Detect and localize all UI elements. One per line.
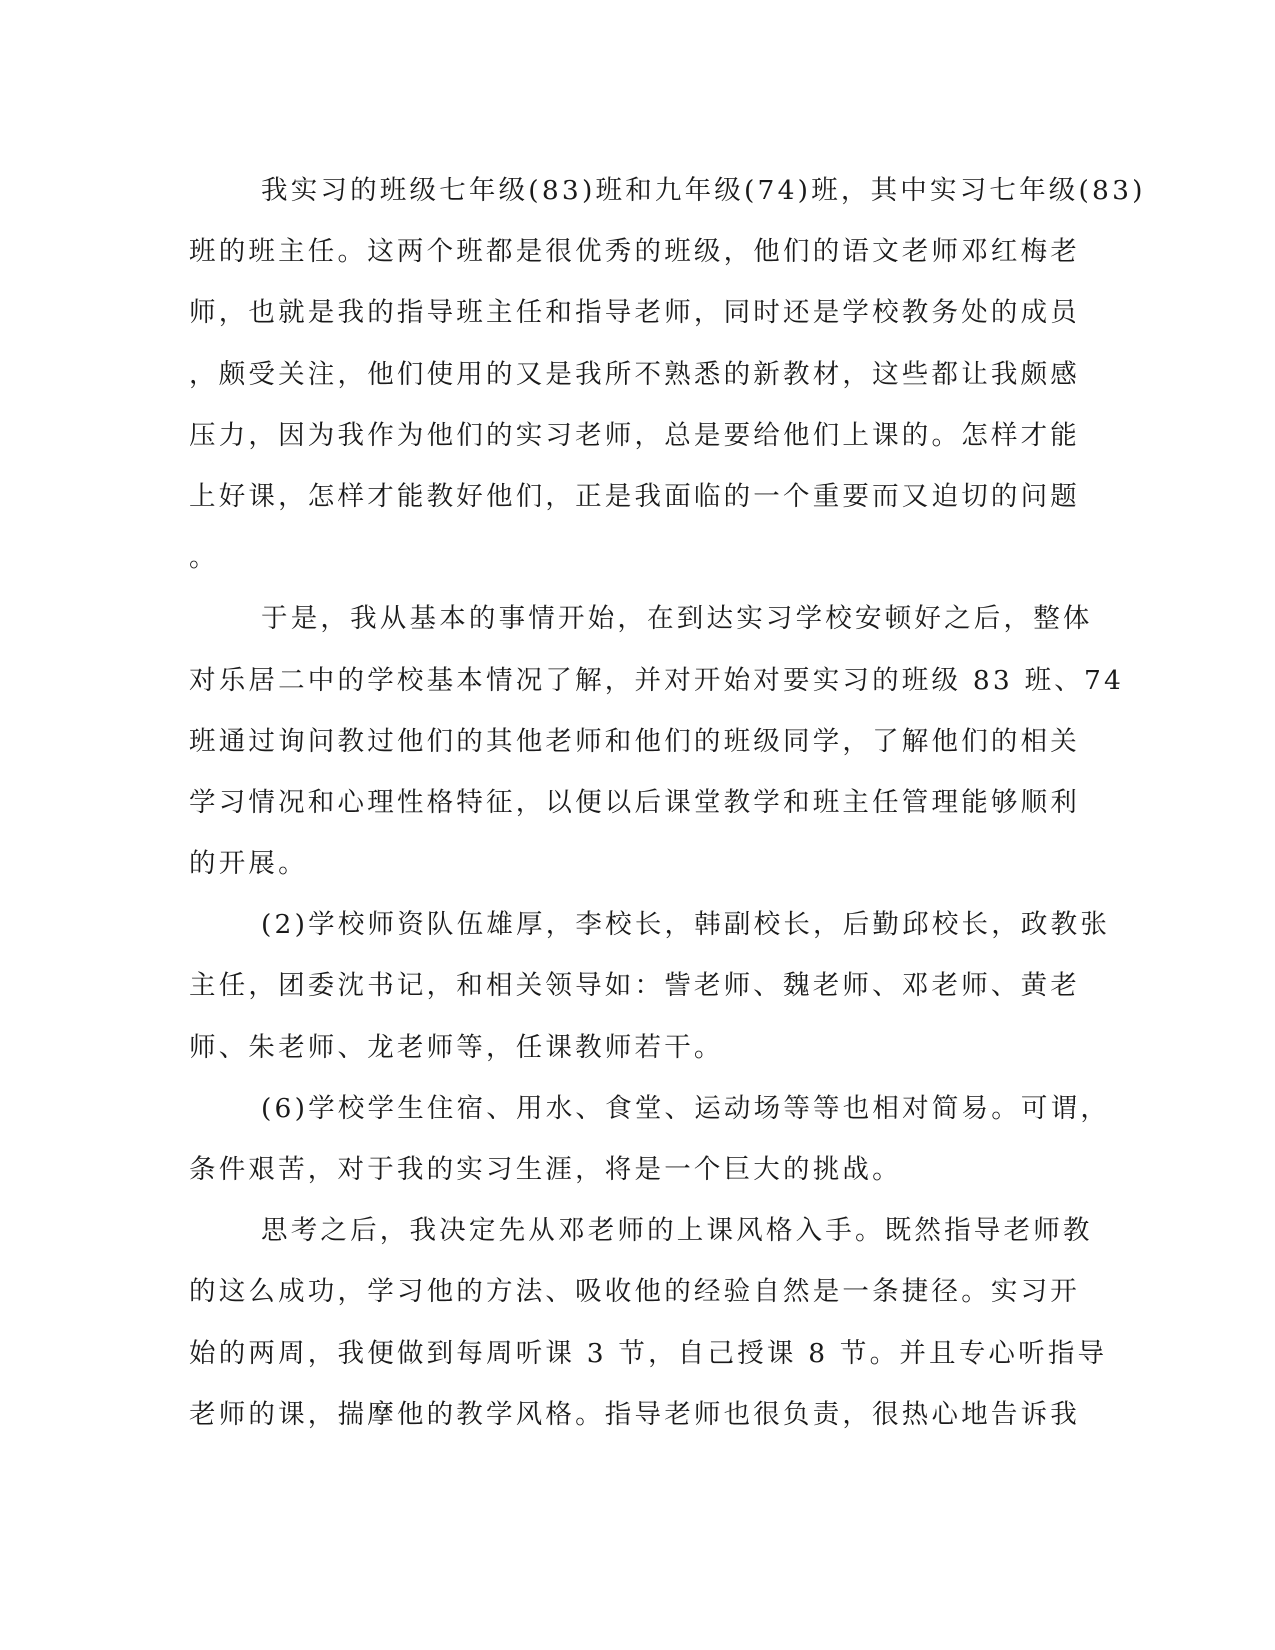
text-line: ，颇受关注，他们使用的又是我所不熟悉的新教材，这些都让我颇感 bbox=[189, 358, 1080, 390]
text-line: 我实习的班级七年级(83)班和九年级(74)班，其中实习七年级(83) bbox=[261, 175, 1146, 206]
text-line: 的这么成功，学习他的方法、吸收他的经验自然是一条捷径。实习开 bbox=[189, 1276, 1080, 1308]
text-line: 始的两周，我便做到每周听课 3 节，自己授课 8 节。并且专心听指导 bbox=[189, 1337, 1108, 1369]
paragraph-2 bbox=[189, 588, 1125, 894]
text-line: (6)学校学生住宿、用水、食堂、运动场等等也相对简易。可谓， bbox=[261, 1092, 1111, 1124]
paragraph-3 bbox=[189, 894, 1111, 1078]
text-line: 老师的课，揣摩他的教学风格。指导老师也很负责，很热心地告诉我 bbox=[189, 1398, 1080, 1430]
text-line: 班通过询问教过他们的其他老师和他们的班级同学，了解他们的相关 bbox=[189, 725, 1080, 757]
text-line: 师，也就是我的指导班主任和指导老师，同时还是学校教务处的成员 bbox=[189, 297, 1080, 329]
text-line: 条件艰苦，对于我的实习生涯，将是一个巨大的挑战。 bbox=[189, 1154, 902, 1185]
text-line: 的开展。 bbox=[189, 848, 308, 880]
text-line: 学习情况和心理性格特征，以便以后课堂教学和班主任管理能够顺利 bbox=[189, 786, 1080, 818]
document-body bbox=[189, 160, 1146, 1445]
text-line: 。 bbox=[189, 542, 219, 574]
text-line: 于是，我从基本的事情开始，在到达实习学校安顿好之后，整体 bbox=[261, 603, 1093, 635]
text-line: 对乐居二中的学校基本情况了解，并对开始对要实习的班级 83 班、74 bbox=[189, 664, 1125, 696]
paragraph-5 bbox=[189, 1200, 1108, 1445]
text-line: 师、朱老师、龙老师等，任课教师若干。 bbox=[189, 1031, 724, 1063]
paragraph-1 bbox=[189, 160, 1146, 588]
text-line: 压力，因为我作为他们的实习老师，总是要给他们上课的。怎样才能 bbox=[189, 419, 1080, 451]
text-line: 主任，团委沈书记，和相关领导如：訾老师、魏老师、邓老师、黄老 bbox=[189, 970, 1080, 1002]
text-line: 上好课，怎样才能教好他们，正是我面临的一个重要而又迫切的问题 bbox=[189, 480, 1080, 512]
text-line: 班的班主任。这两个班都是很优秀的班级，他们的语文老师邓红梅老 bbox=[189, 236, 1080, 268]
paragraph-4 bbox=[189, 1078, 1111, 1200]
text-line: (2)学校师资队伍雄厚，李校长，韩副校长，后勤邱校长，政教张 bbox=[261, 909, 1111, 941]
text-line: 思考之后，我决定先从邓老师的上课风格入手。既然指导老师教 bbox=[261, 1215, 1093, 1247]
